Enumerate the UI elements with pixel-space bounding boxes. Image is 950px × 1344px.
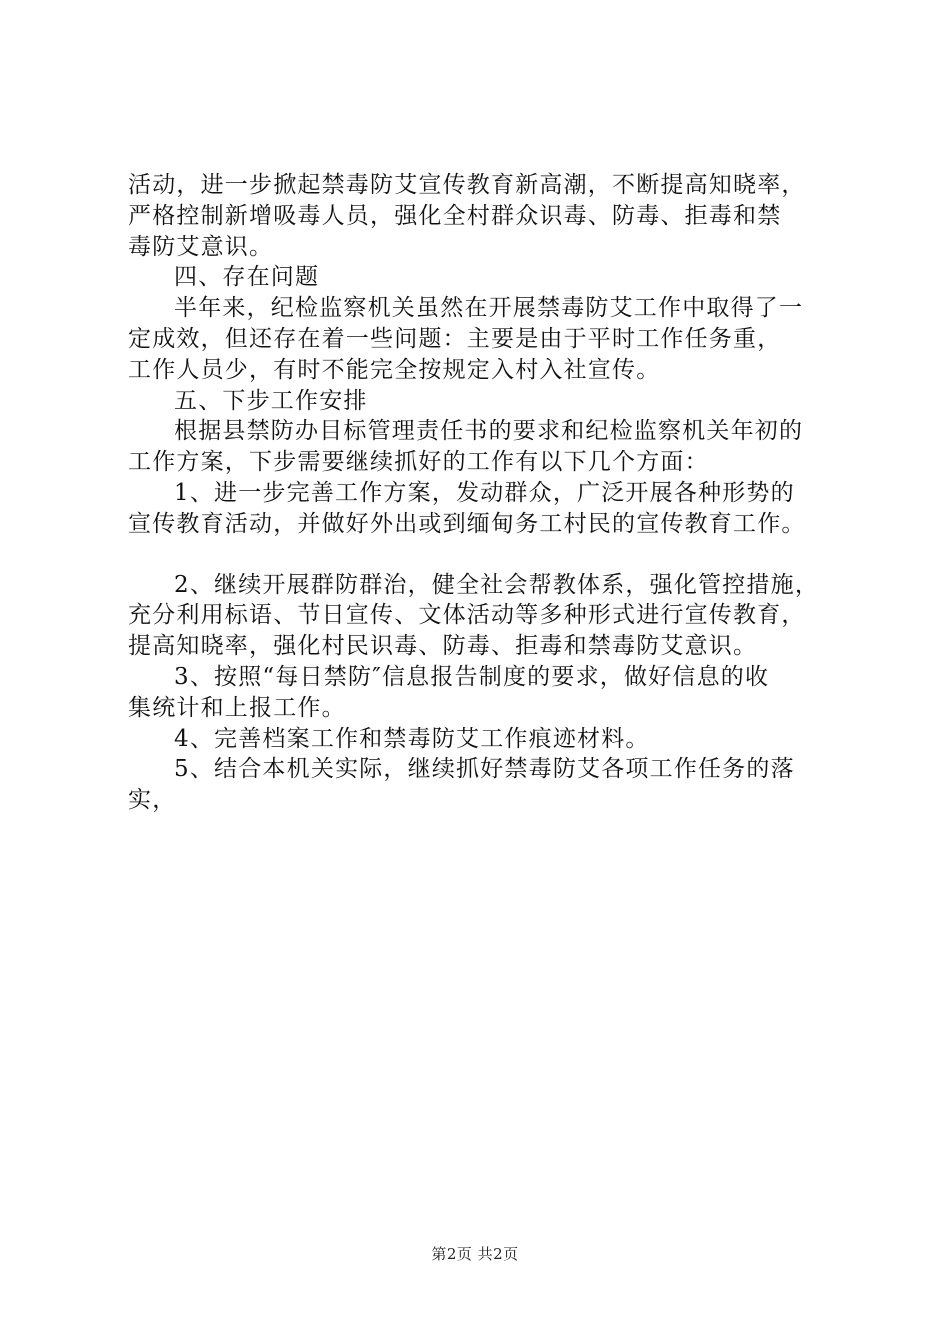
list-item-3: 3、按照“每日禁防″信息报告制度的要求，做好信息的收 [174, 663, 770, 690]
text-line: 活动，进一步掀起禁毒防艾宣传教育新高潮，不断提高知晓率， [128, 172, 806, 198]
list-item-4: 4、完善档案工作和禁毒防艾工作痕迹材料。 [174, 725, 650, 752]
text-line: 集统计和上报工作。 [128, 694, 346, 721]
document-body [128, 170, 833, 816]
text-line: 半年来，纪检监察机关虽然在开展禁毒防艾工作中取得了一 [174, 295, 804, 322]
paragraph-gap [128, 540, 833, 570]
text-line: 宣传教育活动，并做好外出或到缅甸务工村民的宣传教育工作。 [128, 510, 806, 537]
text-line: 毒防艾意识。 [128, 233, 274, 260]
text-line: 根据县禁防办目标管理责任书的要求和纪检监察机关年初的 [174, 418, 804, 445]
list-item-5: 5、结合本机关实际，继续抓好禁毒防艾各项工作任务的落 [174, 756, 795, 783]
text-line: 充分利用标语、节日宣传、文体活动等多种形式进行宣传教育， [128, 602, 806, 629]
section-heading-issues: 四、存在问题 [174, 264, 320, 291]
section-heading-next-steps: 五、下步工作安排 [174, 387, 368, 414]
text-line: 定成效，但还存在着一些问题：主要是由于平时工作任务重， [128, 325, 782, 352]
list-item-1: 1、进一步完善工作方案，发动群众，广泛开展各种形势的 [174, 479, 795, 506]
page-footer: 第2页 共2页 [431, 1245, 519, 1263]
text-line: 工作方案，下步需要继续抓好的工作有以下几个方面： [128, 449, 709, 476]
text-line: 实， [128, 787, 177, 814]
text-line: 严格控制新增吸毒人员，强化全村群众识毒、防毒、拒毒和禁 [128, 202, 782, 229]
text-line: 提高知晓率，强化村民识毒、防毒、拒毒和禁毒防艾意识。 [128, 633, 758, 660]
text-line: 工作人员少，有时不能完全按规定入村入社宣传。 [128, 356, 661, 383]
list-item-2: 2、继续开展群防群治，健全社会帮教体系，强化管控措施， [174, 571, 820, 598]
